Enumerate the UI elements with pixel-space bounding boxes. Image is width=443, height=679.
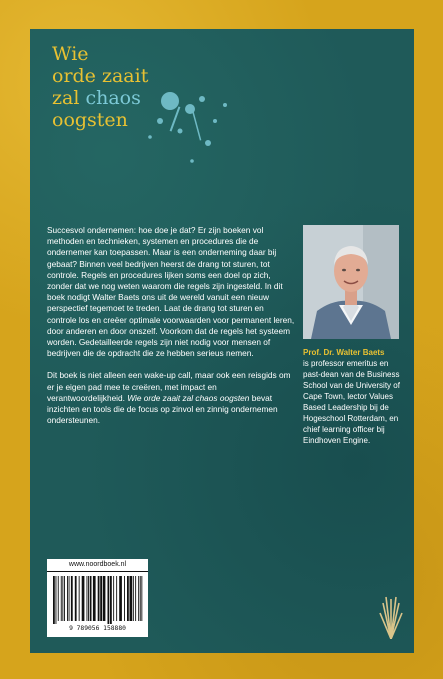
barcode-bar xyxy=(90,576,92,621)
back-cover-panel xyxy=(30,29,414,653)
title-line-3-prefix: zal xyxy=(52,87,86,109)
paint-splash-icon xyxy=(130,91,240,171)
barcode-bar xyxy=(127,576,129,621)
barcode-bar xyxy=(64,576,65,621)
hay-stack-logo-icon xyxy=(378,595,404,639)
barcode-bar xyxy=(116,576,117,621)
barcode-bar xyxy=(141,576,142,621)
barcode-bar xyxy=(119,576,122,621)
barcode-bar xyxy=(108,576,110,624)
barcode-bar xyxy=(67,576,68,621)
barcode-bar xyxy=(103,576,106,621)
title-line-2: orde zaait xyxy=(52,65,149,87)
barcode-bar xyxy=(110,576,112,624)
barcode-bar xyxy=(133,576,134,621)
barcode-bar xyxy=(113,576,114,621)
barcode-bar xyxy=(53,576,55,624)
title-chaos-word: chaos xyxy=(85,87,141,109)
barcode-bar xyxy=(56,576,57,624)
blurb-paragraph-1: Succesvol ondernemen: hoe doe je dat? Er zijn boeken vol methoden en technieken, systemen en procedures die de ondernemer kan toepassen. Maar is een onderneming daar bij gebaat? Binnen veel bedrijven heerst de drang tot sturen, tot controle. Regels en procedures lijken soms een doel op zich, zonder dat we nog weten waarom die regels zijn ingesteld. In dit boek nodigt Walter Baets ons uit de wereld vanuit een nieuw perspectief tegemoet te treden. Laat de drang tot sturen en controle los en creëer optimale voorwaarden voor permanent leren, door anderen en door onszelf. Voorkom dat de regels het systeem worden. Gedetailleerde regels zijn niet nodig voor mensen of bedrijven die de opdracht die ze hebben serieus nemen. xyxy=(47,225,295,359)
barcode-bar xyxy=(75,576,77,621)
author-bio xyxy=(303,347,407,446)
barcode-bar xyxy=(58,576,59,621)
barcode-bar xyxy=(130,576,133,621)
author-bio-text: is professor emeritus en past-dean van de Business School van de University of Cape Town, lector Values Based Leadership bij de Hogeschool Rotterdam, en chief learning officer bij Eindhoven Engine. xyxy=(303,359,400,445)
barcode-bar xyxy=(79,576,80,621)
barcode-bar xyxy=(88,576,89,621)
author-portrait-image xyxy=(303,225,399,339)
barcode-bar xyxy=(69,576,70,621)
barcode-bar xyxy=(62,576,63,621)
barcode-bar xyxy=(71,576,73,621)
barcode-bars xyxy=(51,576,144,624)
author-name: Prof. Dr. Walter Baets xyxy=(303,348,385,357)
title-line-4: oogsten xyxy=(52,109,128,131)
blurb-text xyxy=(47,225,295,437)
blurb-p2-start: Dit boek is niet alleen een wake-up call, maar ook een reisgids om er je eigen pad mee te creëren, met impact en verantwoordelijkheid. xyxy=(47,370,291,403)
barcode-bar xyxy=(100,576,102,621)
barcode-bar xyxy=(93,576,96,621)
blurb-p2-end: bevat inzichten en tools die de focus op zinvol en zinnig ondernemen ondersteunen. xyxy=(47,392,278,426)
isbn-digits: 9 789056 158880 xyxy=(69,625,126,632)
blurb-book-title: Wie orde zaait zal chaos oogsten xyxy=(127,392,250,403)
barcode-bar xyxy=(135,576,136,621)
barcode-block xyxy=(47,559,148,637)
barcode-bar xyxy=(124,576,125,621)
barcode-bar xyxy=(98,576,100,621)
barcode-bar xyxy=(61,576,62,621)
barcode-bar xyxy=(87,576,88,621)
barcode-bar xyxy=(140,576,141,621)
author-photo xyxy=(303,225,399,339)
publisher-url: www.noordboek.nl xyxy=(47,559,148,572)
barcode-bar xyxy=(82,576,85,621)
barcode-bar xyxy=(138,576,139,621)
blurb-paragraph-2 xyxy=(47,370,295,426)
title-line-1: Wie xyxy=(52,43,89,65)
